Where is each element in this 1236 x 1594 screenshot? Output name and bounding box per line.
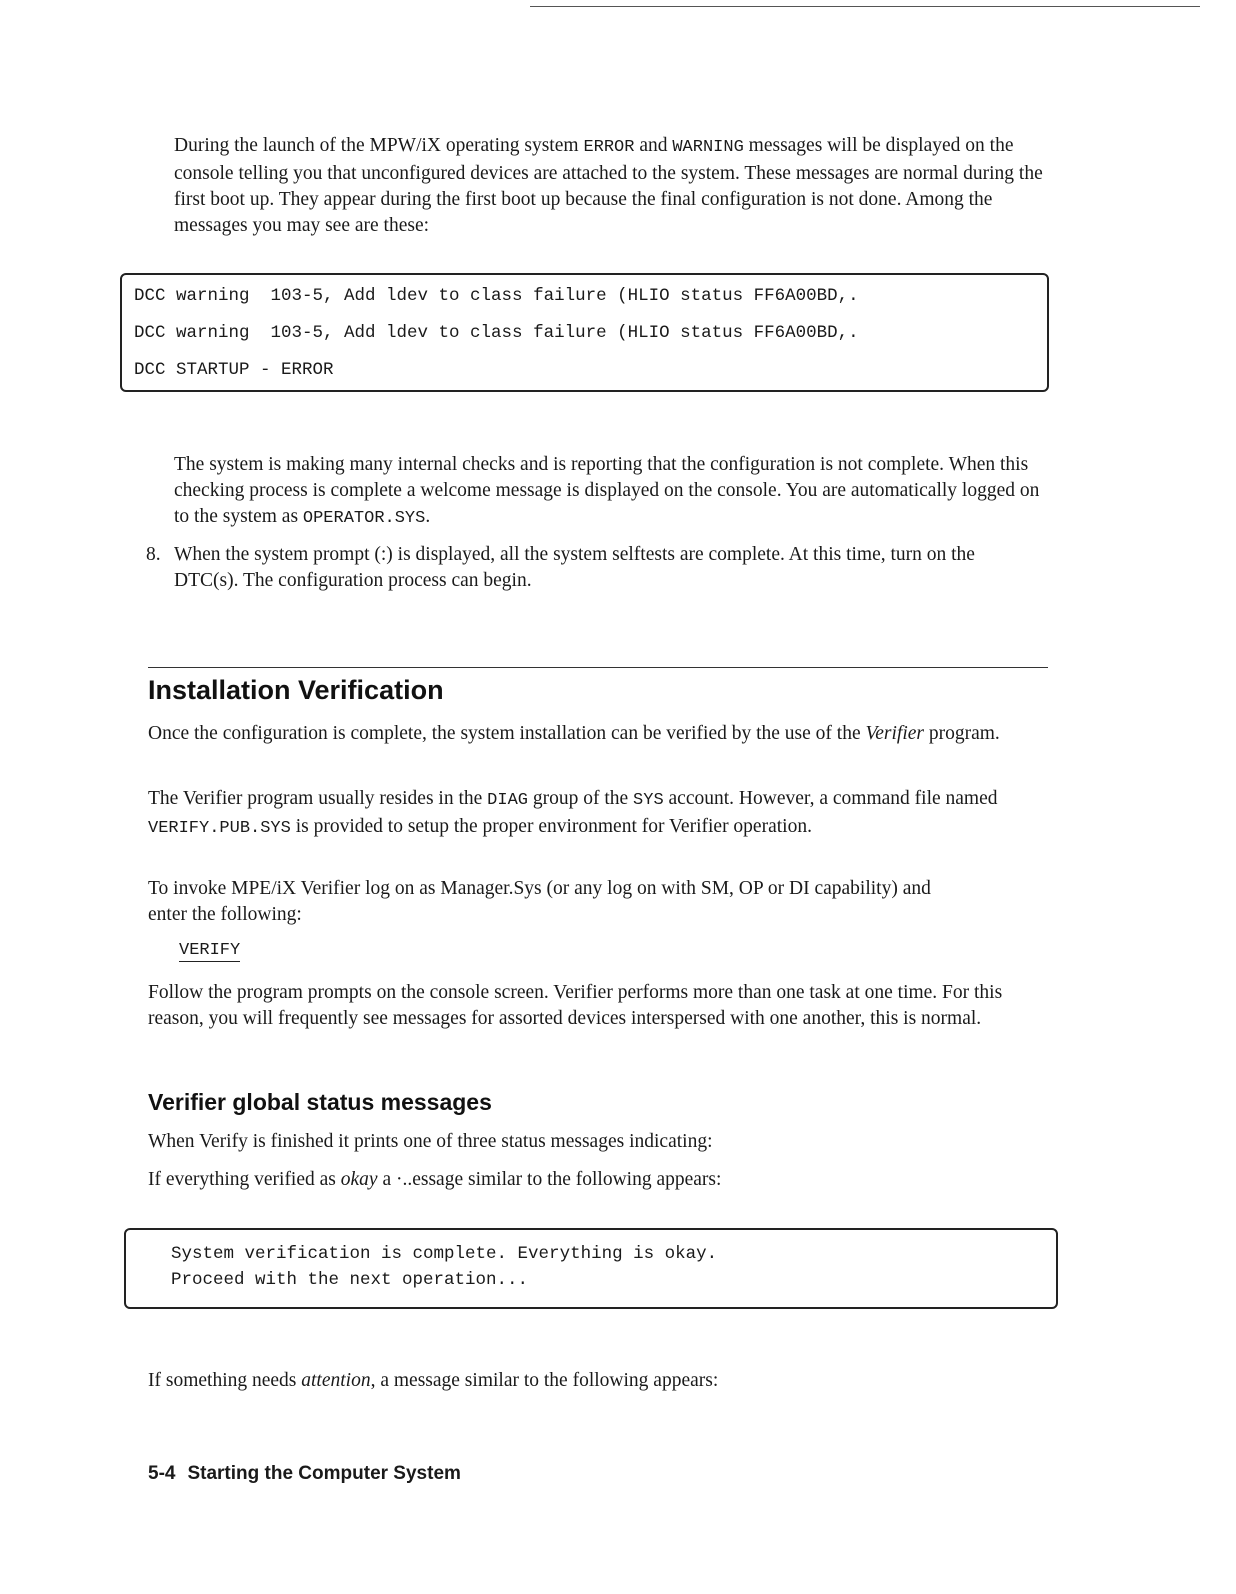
location-text: group of the: [527, 788, 634, 809]
verifier-location-paragraph: [148, 786, 1046, 842]
verifier-intro-text: program.: [924, 723, 1000, 744]
invoke-paragraph: To invoke MPE/iX Verifier log on as Manager.Sys (or any log on with SM, OP or DI capability) and enter the following:: [148, 878, 931, 925]
okay-paragraph: [148, 1167, 1038, 1193]
operator-user: OPERATOR.SYS: [302, 509, 426, 528]
okay-emphasis: okay: [340, 1169, 378, 1190]
console-message-line: DCC warning 103-5, Add ldev to class failure (HLIO status FF6A00BD,.: [134, 286, 859, 306]
subsection-title: Verifier global status messages: [148, 1089, 492, 1115]
intro-paragraph: [174, 133, 1046, 239]
chapter-title: Starting the Computer System: [187, 1463, 461, 1484]
top-rule: [530, 6, 1200, 7]
page-number: 5-4: [148, 1463, 176, 1484]
verifier-emphasis: Verifier: [865, 723, 924, 744]
intro-text: and: [634, 135, 673, 156]
section-rule: [148, 667, 1048, 668]
intro-text: During the launch of the MPW/iX operating system: [174, 135, 584, 156]
console-message-line: DCC STARTUP - ERROR: [134, 360, 334, 380]
console-message-line: DCC warning 103-5, Add ldev to class failure (HLIO status FF6A00BD,.: [134, 323, 859, 343]
okay-text: a ·..essage similar to the following appears:: [377, 1169, 722, 1190]
verifier-intro-text: Once the configuration is complete, the system installation can be verified by the use of the: [148, 723, 866, 744]
console-messages-box: [120, 273, 1049, 392]
error-keyword: ERROR: [583, 138, 635, 157]
okay-message-line: System verification is complete. Everything is okay.: [171, 1244, 718, 1264]
warning-keyword: WARNING: [672, 138, 744, 157]
prompts-paragraph: Follow the program prompts on the console screen. Verifier performs more than one task at one time. For this reason, you will frequently see messages for assorted devices interspersed with one another, this is normal.: [148, 982, 1003, 1029]
diag-group: DIAG: [487, 791, 528, 810]
status-intro-paragraph: When Verify is finished it prints one of three status messages indicating:: [148, 1131, 713, 1152]
attention-emphasis: attention: [301, 1370, 371, 1391]
section-title: Installation Verification: [148, 675, 444, 705]
step-8-text: When the system prompt (:) is displayed, all the system selftests are complete. At this time, turn on the DTC(s). The configuration process can begin.: [174, 544, 975, 591]
sys-account: SYS: [633, 791, 664, 810]
okay-message-line: Proceed with the next operation...: [171, 1270, 529, 1290]
attention-paragraph: [148, 1368, 1038, 1394]
okay-message-box: [124, 1228, 1058, 1309]
verifier-intro-paragraph: [148, 721, 1038, 747]
location-text: is provided to setup the proper environment for Verifier operation.: [290, 816, 812, 837]
checks-text: The system is making many internal checks and is reporting that the configuration is not complete. When this checking process is complete a welcome message is displayed on the console. You are automatically logged on to the system as: [174, 454, 1040, 527]
intro-text: messages will be displayed on the console telling you that unconfigured devices are attached to the system. These messages are normal during the first boot up. They appear during the first boot up because the final configuration is not done. Among the messages you may see are these:: [174, 135, 1043, 236]
attention-text: , a message similar to the following appears:: [370, 1370, 719, 1391]
command-file-name: VERIFY.PUB.SYS: [148, 819, 291, 838]
step-number: 8.: [146, 544, 161, 565]
checks-period: .: [425, 506, 431, 527]
page-footer: [148, 1463, 461, 1485]
location-text: The Verifier program usually resides in the: [148, 788, 488, 809]
checks-paragraph: [174, 452, 1046, 532]
attention-text: If something needs: [148, 1370, 302, 1391]
okay-text: If everything verified as: [148, 1169, 341, 1190]
location-text: account. However, a command file named: [663, 788, 998, 809]
verify-command: VERIFY: [179, 941, 241, 960]
